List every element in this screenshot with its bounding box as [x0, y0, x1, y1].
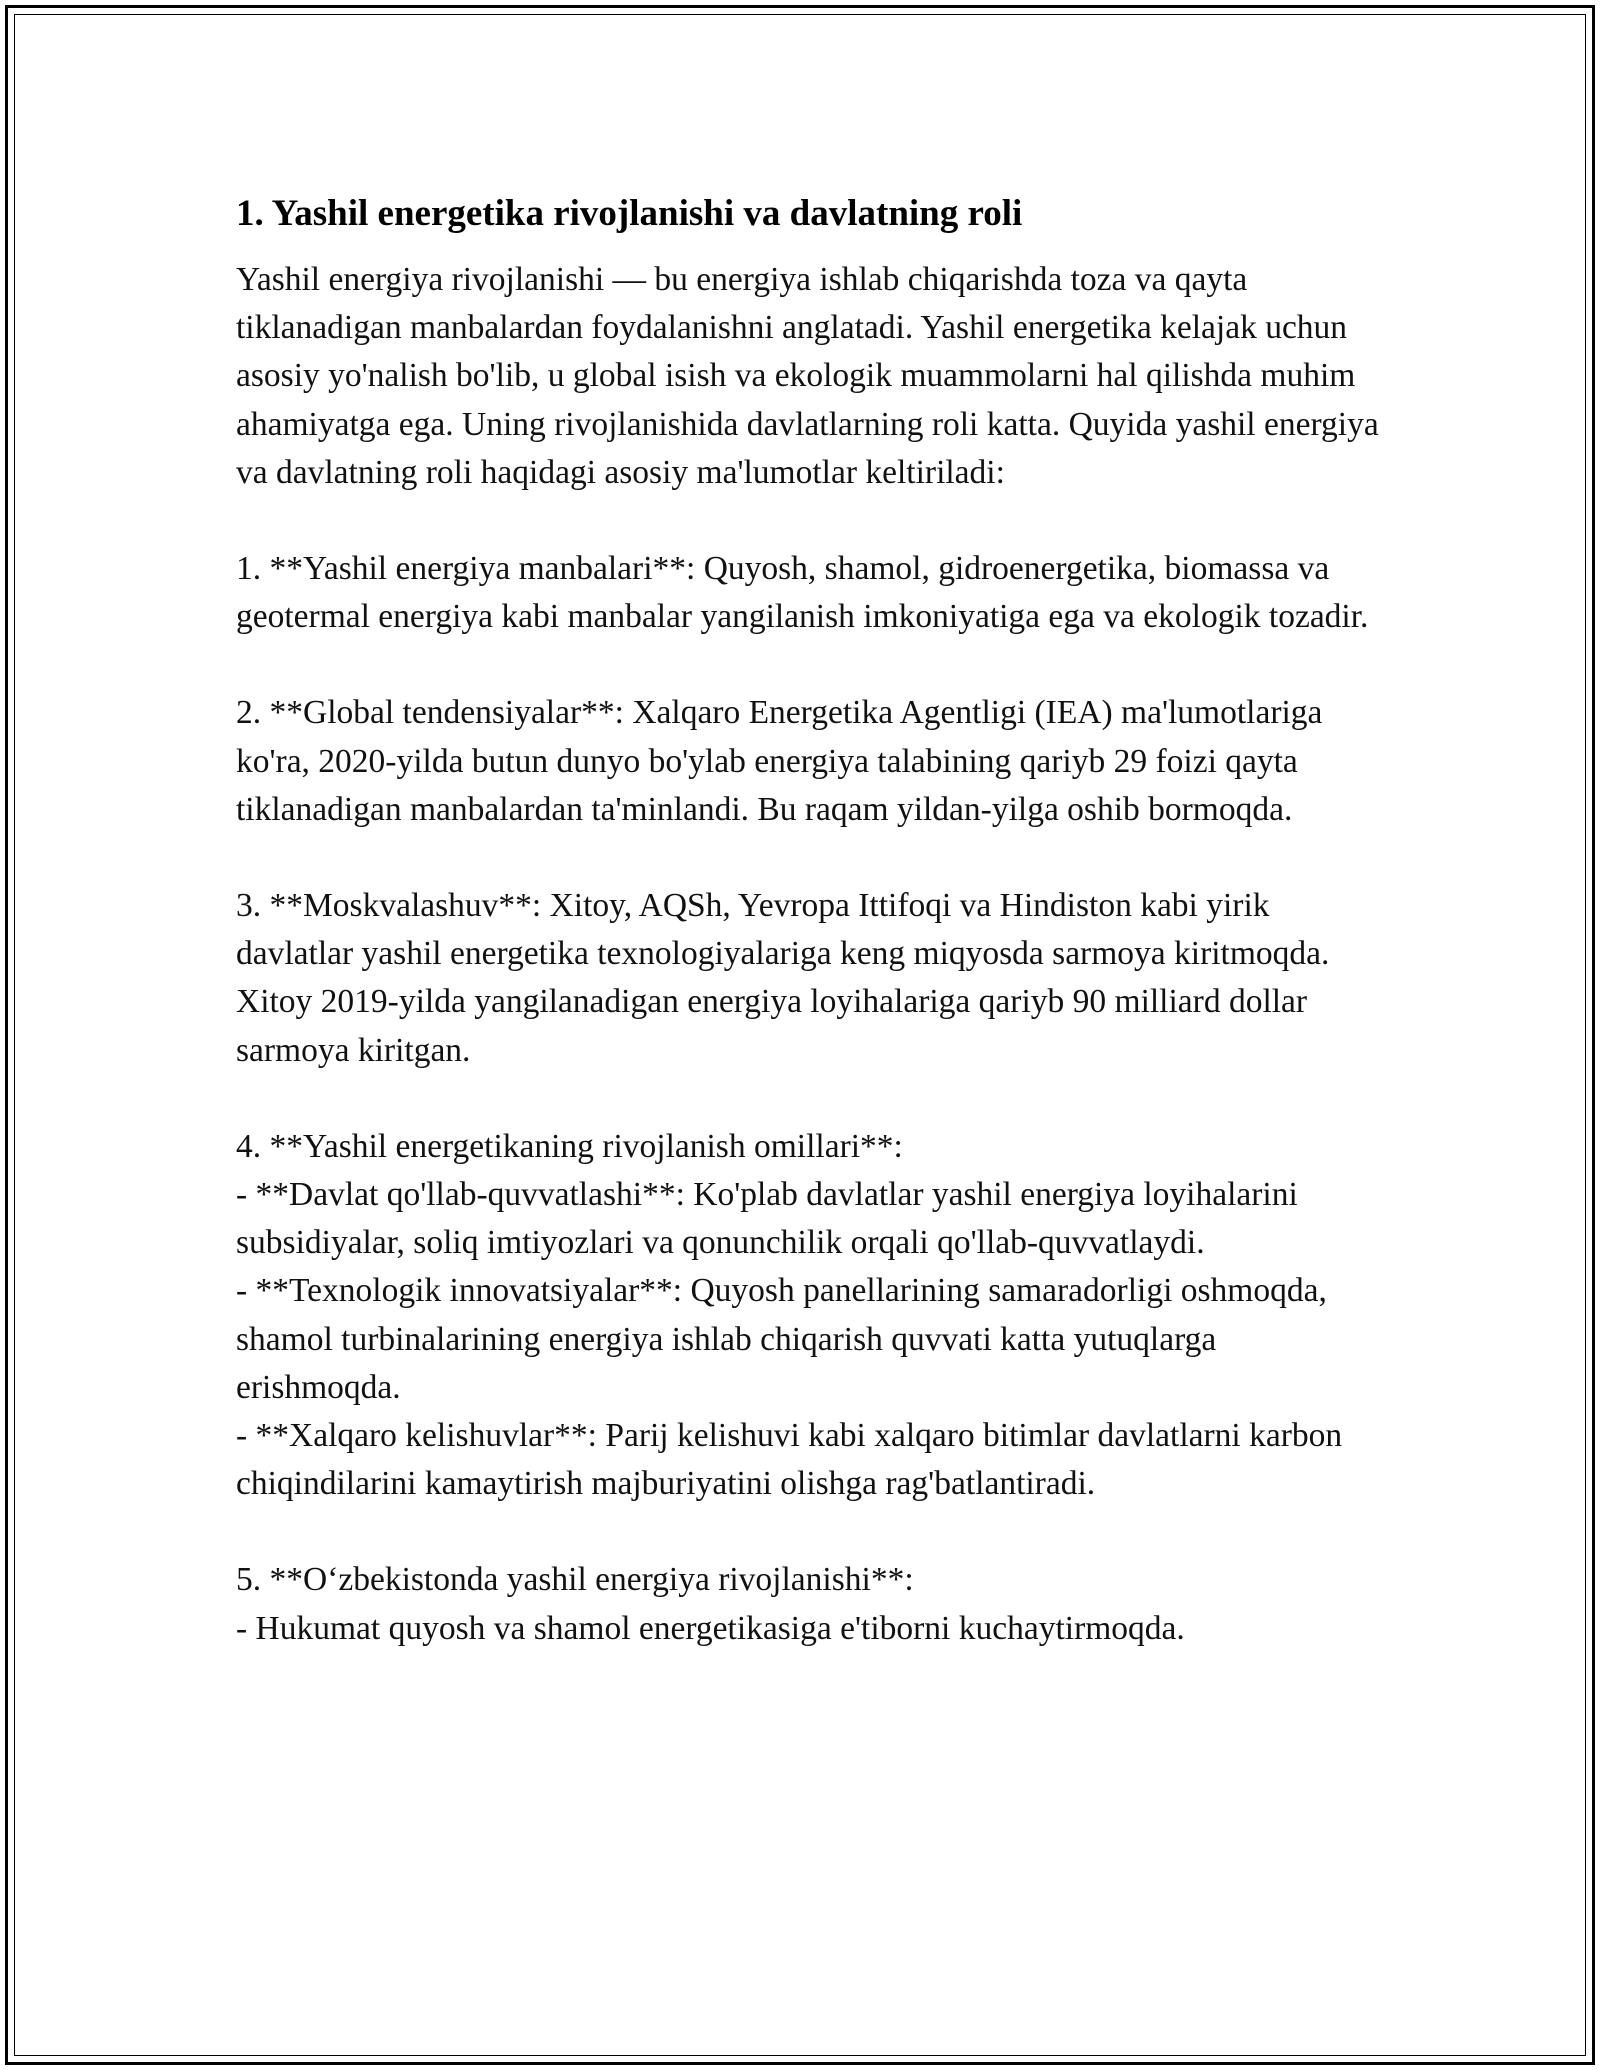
paragraph-intro: Yashil energiya rivojlanishi — bu energiya ishlab chiqarishda toza va qayta tiklanadigan manbalardan foydalanishni anglatadi. Yashil energetika kelajak uchun asosiy yo'nalish bo'lib, u global isish va ekologik muammolarni hal qilishda muhim ahamiyatga ega. Uning rivojlanishida davlatlarning roli katta. Quyida yashil energiya va davlatning roli haqidagi asosiy ma'lumotlar keltiriladi: [236, 261, 1379, 491]
paragraph-item-2: 2. **Global tendensiyalar**: Xalqaro Energetika Agentligi (IEA) ma'lumotlariga ko'ra, 2020-yilda butun dunyo bo'ylab energiya talabining qariyb 29 foizi qayta tiklanadigan manbalardan ta'minlandi. Bu raqam yildan-yilga oshib bormoqda. [236, 694, 1323, 828]
paragraph-item-1: 1. **Yashil energiya manbalari**: Quyosh, shamol, gidroenergetika, biomassa va geotermal energiya kabi manbalar yangilanish imkoniyatiga ega va ekologik tozadir. [236, 550, 1369, 636]
paragraph-item-5: 5. **O‘zbekistonda yashil energiya rivojlanishi**: - Hukumat quyosh va shamol energetikasiga e'tiborni kuchaytirmoqda. [236, 1561, 1185, 1647]
document-title: 1. Yashil energetika rivojlanishi va davlatning roli [236, 193, 1023, 234]
paragraph-item-4: 4. **Yashil energetikaning rivojlanish omillari**: - **Davlat qo'llab-quvvatlashi**: Ko'plab davlatlar yashil energiya loyihalarini subsidiyalar, soliq imtiyozlari va qonunchilik orqali qo'llab-quvvatlaydi. - **Texnologik innovatsiyalar**: Quyosh panellarining samaradorligi oshmoqda, shamol turbinalarining energiya ishlab chiqarish quvvati katta yutuqlarga erishmoqda. - **Xalqaro kelishuvlar**: Parij kelishuvi kabi xalqaro bitimlar davlatlarni karbon chiqindilarini kamaytirish majburiyatini olishga rag'batlantiradi. [236, 1127, 1343, 1503]
document-body [236, 184, 1381, 1653]
paragraph-item-3: 3. **Moskvalashuv**: Xitoy, AQSh, Yevropa Ittifoqi va Hindiston kabi yirik davlatlar yashil energetika texnologiyalariga keng miqyosda sarmoya kiritmoqda. Xitoy 2019-yilda yangilanadigan energiya loyihalariga qariyb 90 milliard dollar sarmoya kiritgan. [236, 887, 1330, 1069]
